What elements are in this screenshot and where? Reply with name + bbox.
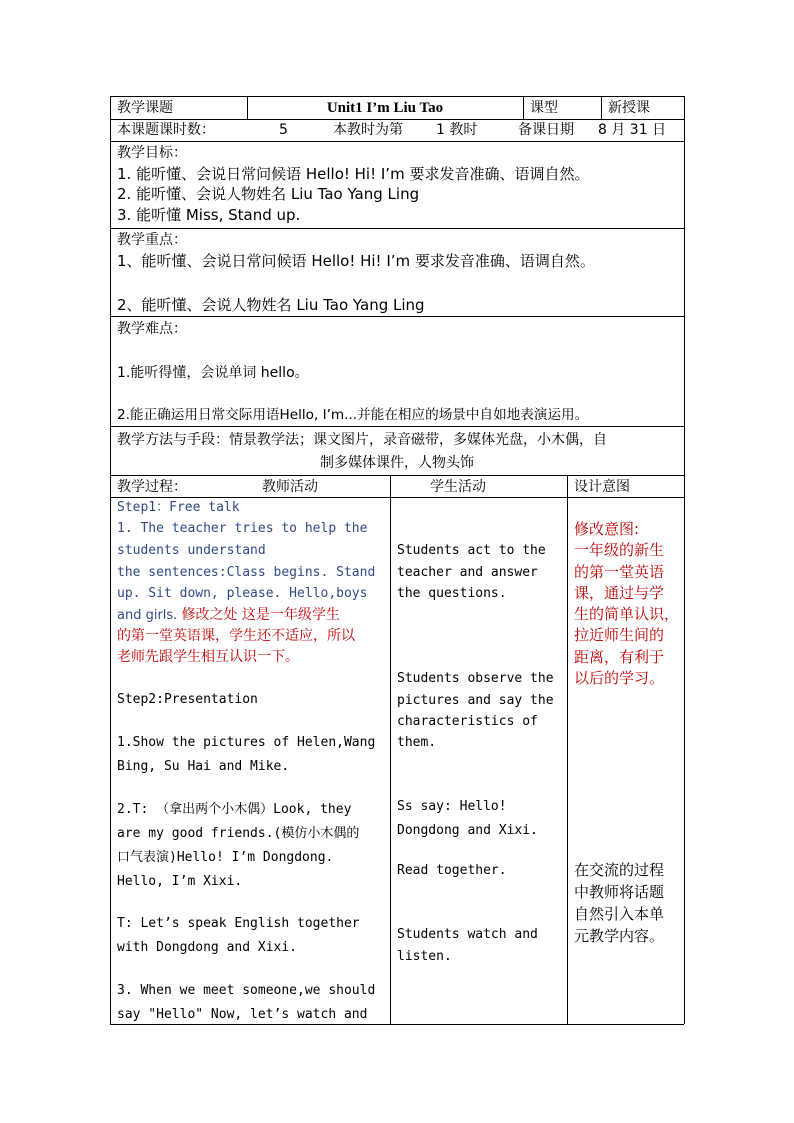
- type-label: 课型: [530, 100, 558, 116]
- current-hour-label: 本教时为第: [333, 122, 403, 138]
- topic-value: Unit1 I’m Liu Tao: [326, 100, 444, 116]
- revision-note: 修改之处 这是一年级学生: [181, 607, 340, 623]
- teacher-text: 2.T: （拿出两个小木偶）Look, they: [117, 802, 352, 817]
- student-text: Students act to the: [397, 543, 546, 558]
- design-text: 元教学内容。: [574, 927, 665, 945]
- design-text: 在交流的过程: [574, 861, 665, 879]
- objective-item: 1. 能听懂、会说日常问候语 Hello! Hi! I’m 要求发音准确、语调自然。: [117, 165, 590, 183]
- topic-label: 教学课题: [117, 100, 173, 116]
- hours-count: 5: [279, 122, 288, 138]
- key-point-item: 1、能听懂、会说日常问候语 Hello! Hi! I’m 要求发音准确、语调自然。: [117, 252, 595, 270]
- objectives-title: 教学目标：: [117, 145, 187, 161]
- process-label: 教学过程：: [117, 479, 187, 495]
- teacher-text: up. Sit down, please. Hello,boys: [117, 586, 368, 601]
- teacher-text-mixed: [117, 606, 340, 625]
- teacher-text: with Dongdong and Xixi.: [117, 940, 298, 955]
- table-border-left: [110, 96, 111, 1024]
- teacher-text: say "Hello" Now, let’s watch and: [117, 1007, 368, 1022]
- row-divider: [110, 426, 684, 427]
- column-divider: [567, 475, 568, 1024]
- row-divider: [110, 497, 684, 498]
- objective-item: 2. 能听懂、会说人物姓名 Liu Tao Yang Ling: [117, 185, 420, 203]
- key-points-title: 教学重点：: [117, 232, 187, 248]
- design-note-title: 修改意图:: [574, 520, 640, 538]
- design-note: 的第一堂英语: [574, 563, 665, 581]
- row-divider: [110, 119, 684, 120]
- prep-date-value: 8 月 31 日: [598, 122, 667, 138]
- student-text: Ss say: Hello!: [397, 799, 507, 814]
- table-border-right: [684, 96, 685, 1024]
- teacher-text: the sentences:Class begins. Stand: [117, 565, 376, 580]
- difficulty-item: 1.能听得懂，会说单词 hello。: [117, 365, 309, 381]
- teacher-text: 口气表演)Hello! I’m Dongdong.: [117, 850, 334, 865]
- column-divider: [523, 96, 524, 119]
- revision-note: 的第一堂英语课，学生还不适应，所以: [117, 628, 355, 644]
- objective-item: 3. 能听懂 Miss, Stand up.: [117, 206, 301, 224]
- step2-title: Step2:Presentation: [117, 692, 258, 707]
- student-text: Dongdong and Xixi.: [397, 823, 538, 838]
- revision-note: 老师先跟学生相互认识一下。: [117, 649, 299, 665]
- teacher-activity-header: 教师活动: [262, 479, 318, 495]
- teacher-text: T: Let’s speak English together: [117, 916, 360, 931]
- teacher-text: are my good friends.(模仿小木偶的: [117, 826, 360, 841]
- row-divider: [110, 141, 684, 142]
- hours-label: 本课题课时数：: [117, 122, 215, 138]
- student-text: listen.: [397, 949, 452, 964]
- table-border-bottom: [110, 1024, 684, 1025]
- design-note: 距离，有利于: [574, 648, 665, 666]
- step1-title: Step1：Free talk: [117, 500, 240, 515]
- teacher-text: students understand: [117, 543, 266, 558]
- design-note: 拉近师生间的: [574, 626, 665, 644]
- design-note: 课，通过与学: [574, 584, 665, 602]
- design-text: 中教师将话题: [574, 883, 665, 901]
- methods-line-2: 制多媒体课件，人物头饰: [320, 455, 474, 471]
- student-text: Students observe the: [397, 671, 554, 686]
- prep-date-label: 备课日期: [518, 122, 574, 138]
- row-divider: [110, 316, 684, 317]
- design-note: 生的简单认识，: [574, 605, 680, 623]
- teacher-text: 1. The teacher tries to help the: [117, 521, 368, 536]
- row-divider: [110, 475, 684, 476]
- student-text: Students watch and: [397, 927, 538, 942]
- teacher-text: 1.Show the pictures of Helen,Wang: [117, 735, 376, 750]
- student-text: the questions.: [397, 586, 507, 601]
- design-text: 自然引入本单: [574, 905, 665, 923]
- teacher-text: and girls.: [117, 608, 182, 623]
- student-activity-header: 学生活动: [430, 479, 486, 495]
- current-hour-value: 1 教时: [436, 122, 478, 138]
- table-border-top: [110, 96, 684, 97]
- type-value: 新授课: [608, 100, 650, 116]
- key-point-item: 2、能听懂、会说人物姓名 Liu Tao Yang Ling: [117, 296, 425, 314]
- design-intent-header: 设计意图: [574, 479, 630, 495]
- student-text: characteristics of: [397, 714, 538, 729]
- row-divider: [110, 228, 684, 229]
- student-text: pictures and say the: [397, 693, 554, 708]
- methods-line-1: 教学方法与手段：情景教学法；课文图片，录音磁带，多媒体光盘，小木偶，自: [117, 432, 607, 448]
- design-note: 以后的学习。: [574, 669, 665, 687]
- teacher-text: Bing, Su Hai and Mike.: [117, 759, 290, 774]
- teacher-text: Hello, I’m Xixi.: [117, 874, 243, 889]
- difficulties-title: 教学难点：: [117, 321, 187, 337]
- student-text: Read together.: [397, 863, 507, 878]
- column-divider: [601, 96, 602, 119]
- design-note: 一年级的新生: [574, 541, 665, 559]
- student-text: them.: [397, 735, 437, 750]
- teacher-text: 3. When we meet someone,we should: [117, 983, 376, 998]
- column-divider: [390, 475, 391, 1024]
- student-text: teacher and answer: [397, 565, 538, 580]
- difficulty-item: 2.能正确运用日常交际用语Hello, I’m...并能在相应的场景中自如地表演运用。: [117, 407, 589, 423]
